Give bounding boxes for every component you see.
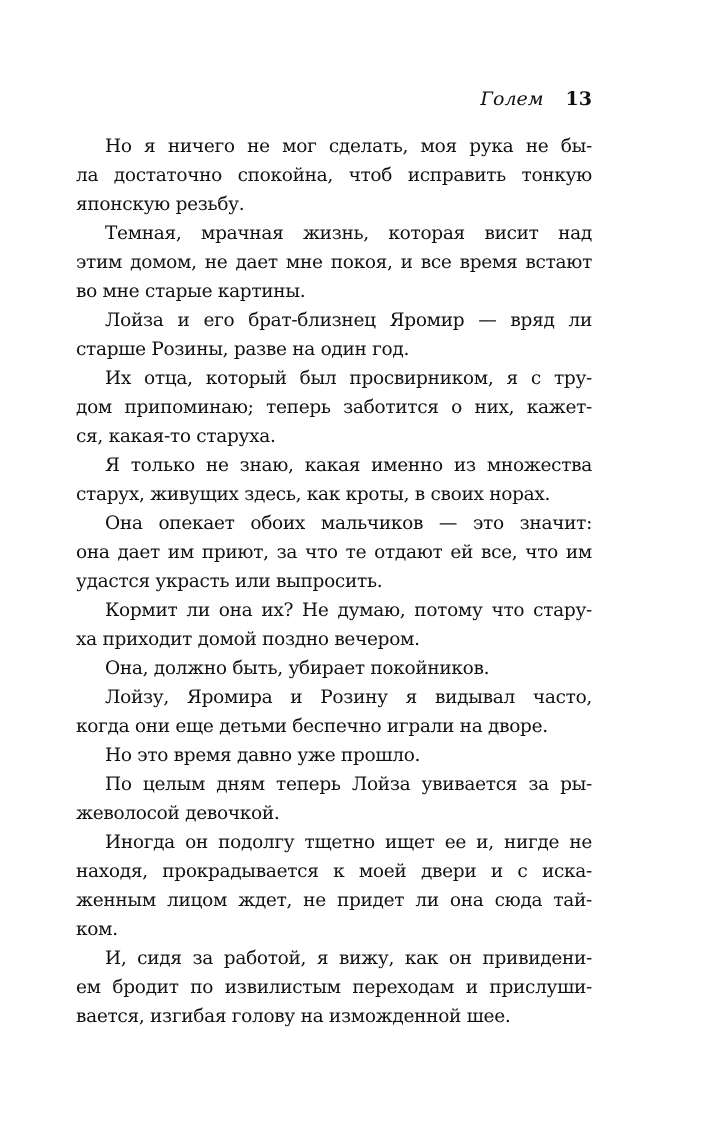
text-line: Темная, мрачная жизнь, которая висит над bbox=[105, 223, 592, 244]
paragraph-9 bbox=[76, 683, 592, 741]
paragraph-13 bbox=[76, 944, 592, 1031]
running-title: Голем bbox=[480, 88, 544, 110]
text-line: Но это время давно уже прошло. bbox=[105, 745, 421, 766]
text-line: вается, изгибая голову на изможденной шее. bbox=[76, 1006, 511, 1027]
paragraph-1 bbox=[76, 132, 592, 219]
text-line: Она опекает обоих мальчиков — это значит: bbox=[105, 513, 592, 534]
text-line: По целым дням теперь Лойза увивается за ры- bbox=[105, 774, 592, 795]
text-line: старше Розины, разве на один год. bbox=[76, 339, 410, 360]
paragraph-2 bbox=[76, 219, 592, 306]
text-line: Я только не знаю, какая именно из множества bbox=[105, 455, 592, 476]
text-line: удастся украсть или выпросить. bbox=[76, 571, 383, 592]
text-line: во мне старые картины. bbox=[76, 281, 306, 302]
body-text bbox=[76, 132, 592, 1031]
text-line: И, сидя за работой, я вижу, как он привидени- bbox=[105, 948, 592, 969]
text-line: когда они еще детьми беспечно играли на дворе. bbox=[76, 716, 548, 737]
text-line: находя, прокрадывается к моей двери и с иска- bbox=[76, 861, 592, 882]
text-line: старух, живущих здесь, как кроты, в своих норах. bbox=[76, 484, 551, 505]
text-line: японскую резьбу. bbox=[76, 194, 245, 215]
text-line: Иногда он подолгу тщетно ищет ее и, нигде не bbox=[105, 832, 592, 853]
paragraph-12 bbox=[76, 828, 592, 944]
text-line: дом припоминаю; теперь заботится о них, кажет- bbox=[76, 397, 592, 418]
text-line: Она, должно быть, убирает покойников. bbox=[105, 658, 490, 679]
text-line: Лойзу, Яромира и Розину я видывал часто, bbox=[105, 687, 592, 708]
text-line: ла достаточно спокойна, чтоб исправить тонкую bbox=[76, 165, 592, 186]
text-line: этим домом, не дает мне покоя, и все время встают bbox=[76, 252, 592, 273]
text-line: Лойза и его брат-близнец Яромир — вряд ли bbox=[105, 310, 592, 331]
text-line: ха приходит домой поздно вечером. bbox=[76, 629, 420, 650]
paragraph-6 bbox=[76, 509, 592, 596]
paragraph-5 bbox=[76, 451, 592, 509]
text-line: Их отца, который был просвирником, я с тру- bbox=[105, 368, 592, 389]
text-line: Но я ничего не мог сделать, моя рука не бы- bbox=[105, 136, 592, 157]
text-line: она дает им приют, за что те отдают ей все, что им bbox=[76, 542, 592, 563]
text-line: ся, какая-то старуха. bbox=[76, 426, 276, 447]
paragraph-7 bbox=[76, 596, 592, 654]
paragraph-8 bbox=[76, 654, 592, 683]
paragraph-11 bbox=[76, 770, 592, 828]
text-line: Кормит ли она их? Не думаю, потому что стару- bbox=[105, 600, 592, 621]
paragraph-4 bbox=[76, 364, 592, 451]
text-line: ем бродит по извилистым переходам и прислуши- bbox=[76, 977, 592, 998]
paragraph-3 bbox=[76, 306, 592, 364]
page-number: 13 bbox=[565, 88, 592, 110]
running-head bbox=[480, 88, 592, 110]
paragraph-10 bbox=[76, 741, 592, 770]
text-line: ком. bbox=[76, 919, 118, 940]
text-line: женным лицом ждет, не придет ли она сюда тай- bbox=[76, 890, 592, 911]
text-line: жеволосой девочкой. bbox=[76, 803, 280, 824]
